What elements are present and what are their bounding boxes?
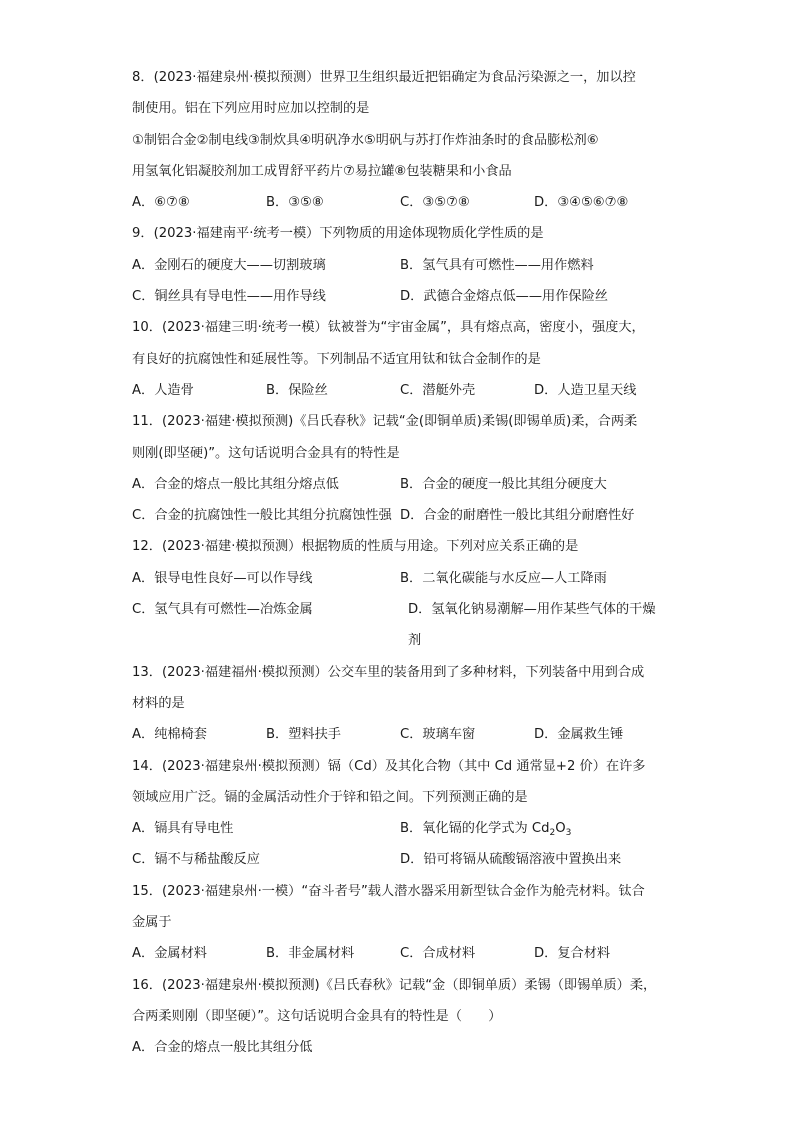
worksheet-page bbox=[132, 62, 668, 1064]
question-stem: 用氢氧化铝凝胶剂加工成胃舒平药片⑦易拉罐⑧包装糖果和小食品 bbox=[132, 163, 512, 179]
question-stem: 9．(2023·福建南平·统考一模）下列物质的用途体现物质化学性质的是 bbox=[132, 226, 544, 242]
answer-options bbox=[132, 469, 668, 500]
option-b: B．③⑤⑧ bbox=[266, 195, 324, 211]
answer-options bbox=[132, 281, 668, 312]
option-b: B．塑料扶手 bbox=[266, 727, 341, 743]
answer-options bbox=[132, 719, 668, 750]
question-12 bbox=[132, 531, 668, 656]
option-c: C．玻璃车窗 bbox=[400, 727, 476, 743]
option-b-text: B．氧化镉的化学式为 Cd bbox=[400, 821, 550, 837]
option-a: A．镉具有导电性 bbox=[132, 821, 234, 837]
question-stem: 有良好的抗腐蚀性和延展性等。下列制品不适宜用钛和钛合金制作的是 bbox=[132, 351, 541, 367]
option-a: A．金属材料 bbox=[132, 946, 207, 962]
question-stem: 12．(2023·福建·模拟预测）根据物质的性质与用途。下列对应关系正确的是 bbox=[132, 539, 579, 555]
question-stem: 8．(2023·福建泉州·模拟预测）世界卫生组织最近把铝确定为食品污染源之一，加以控 bbox=[132, 70, 636, 85]
option-d: D．氢氧化钠易潮解—用作某些气体的干燥剂 bbox=[408, 602, 656, 649]
option-d: D．铅可将镉从硫酸镉溶液中置换出来 bbox=[400, 852, 622, 868]
option-d: D．金属救生锤 bbox=[534, 727, 624, 743]
option-a: A．金刚石的硬度大——切割玻璃 bbox=[132, 257, 326, 273]
question-9 bbox=[132, 218, 668, 312]
option-c: C．铜丝具有导电性——用作导线 bbox=[132, 289, 326, 305]
option-d: D．武德合金熔点低——用作保险丝 bbox=[400, 289, 608, 305]
option-b: B．非金属材料 bbox=[266, 946, 355, 962]
question-stem: 15．(2023·福建泉州·一模）“奋斗者号”载人潜水器采用新型钛合金作为舱壳材料。钛合 bbox=[132, 883, 645, 899]
question-11 bbox=[132, 406, 668, 531]
answer-options bbox=[132, 938, 668, 969]
question-stem: 材料的是 bbox=[132, 695, 185, 711]
question-stem: 领域应用广泛。镉的金属活动性介于锌和铅之间。下列预测正确的是 bbox=[132, 789, 528, 805]
answer-options bbox=[132, 563, 668, 594]
question-stem: 金属于 bbox=[132, 915, 172, 931]
question-stem: 13．(2023·福建福州·模拟预测）公交车里的装备用到了多种材料，下列装备中用到合成 bbox=[132, 664, 645, 680]
option-c: C．镉不与稀盐酸反应 bbox=[132, 852, 260, 868]
question-16 bbox=[132, 970, 668, 1064]
option-c: C．合金的抗腐蚀性一般比其组分抗腐蚀性强 bbox=[132, 508, 392, 524]
option-b: B．氢气具有可燃性——用作燃料 bbox=[400, 257, 594, 273]
question-13 bbox=[132, 657, 668, 751]
option-a: A．人造骨 bbox=[132, 382, 194, 398]
option-c: C．氢气具有可燃性—冶炼金属 bbox=[132, 602, 313, 618]
option-c: C．③⑤⑦⑧ bbox=[400, 195, 470, 211]
option-c: C．潜艇外壳 bbox=[400, 382, 476, 398]
option-a: A．纯棉椅套 bbox=[132, 727, 207, 743]
question-8 bbox=[132, 62, 668, 218]
option-c: C．合成材料 bbox=[400, 946, 476, 962]
formula-element: O bbox=[555, 821, 566, 837]
formula-subscript: 2 bbox=[549, 828, 556, 839]
option-b: B．二氧化碳能与水反应—人工降雨 bbox=[400, 570, 607, 586]
answer-options bbox=[132, 375, 668, 406]
question-14 bbox=[132, 751, 668, 876]
answer-options bbox=[132, 594, 668, 657]
option-b: B．合金的硬度一般比其组分硬度大 bbox=[400, 476, 607, 492]
option-a: A．合金的熔点一般比其组分熔点低 bbox=[132, 476, 339, 492]
answer-options bbox=[132, 844, 668, 875]
option-a: A．银导电性良好—可以作导线 bbox=[132, 570, 313, 586]
question-stem: 10．(2023·福建三明·统考一模）钛被誉为“宇宙金属”，具有熔点高，密度小，强度大， bbox=[132, 320, 645, 336]
question-stem: 合两柔则刚（即坚硬）”。这句话说明合金具有的特性是（ ） bbox=[132, 1008, 502, 1024]
question-stem: 则刚(即坚硬)”。这句话说明合金具有的特性是 bbox=[132, 445, 400, 461]
answer-options bbox=[132, 187, 668, 218]
option-b bbox=[400, 813, 668, 844]
question-stem: 14．(2023·福建泉州·模拟预测）镉（Cd）及其化合物（其中 Cd 通常显+2 价）在许多 bbox=[132, 758, 646, 774]
question-10 bbox=[132, 312, 668, 406]
option-a: A．合金的熔点一般比其组分低 bbox=[132, 1040, 313, 1056]
answer-options bbox=[132, 250, 668, 281]
answer-options bbox=[132, 813, 668, 844]
option-d: D．复合材料 bbox=[534, 946, 611, 962]
question-stem: 16．(2023·福建泉州·模拟预测)《吕氏春秋》记载“金（即铜单质）柔锡（即锡单质）柔， bbox=[132, 977, 657, 993]
option-b: B．保险丝 bbox=[266, 382, 328, 398]
option-d: D．人造卫星天线 bbox=[534, 382, 637, 398]
option-d: D．③④⑤⑥⑦⑧ bbox=[534, 195, 629, 211]
question-stem: 制使用。铝在下列应用时应加以控制的是 bbox=[132, 101, 370, 117]
option-a: A．⑥⑦⑧ bbox=[132, 195, 190, 211]
answer-options bbox=[132, 500, 668, 531]
question-stem: 11．(2023·福建·模拟预测)《吕氏春秋》记载“金(即铜单质)柔锡(即锡单质)柔，合两柔 bbox=[132, 414, 638, 430]
option-d: D．合金的耐磨性一般比其组分耐磨性好 bbox=[400, 508, 635, 524]
question-stem: ①制铝合金②制电线③制炊具④明矾净水⑤明矾与苏打作炸油条时的食品膨松剂⑥ bbox=[132, 132, 599, 148]
question-15 bbox=[132, 876, 668, 970]
formula-subscript: 3 bbox=[565, 828, 572, 839]
